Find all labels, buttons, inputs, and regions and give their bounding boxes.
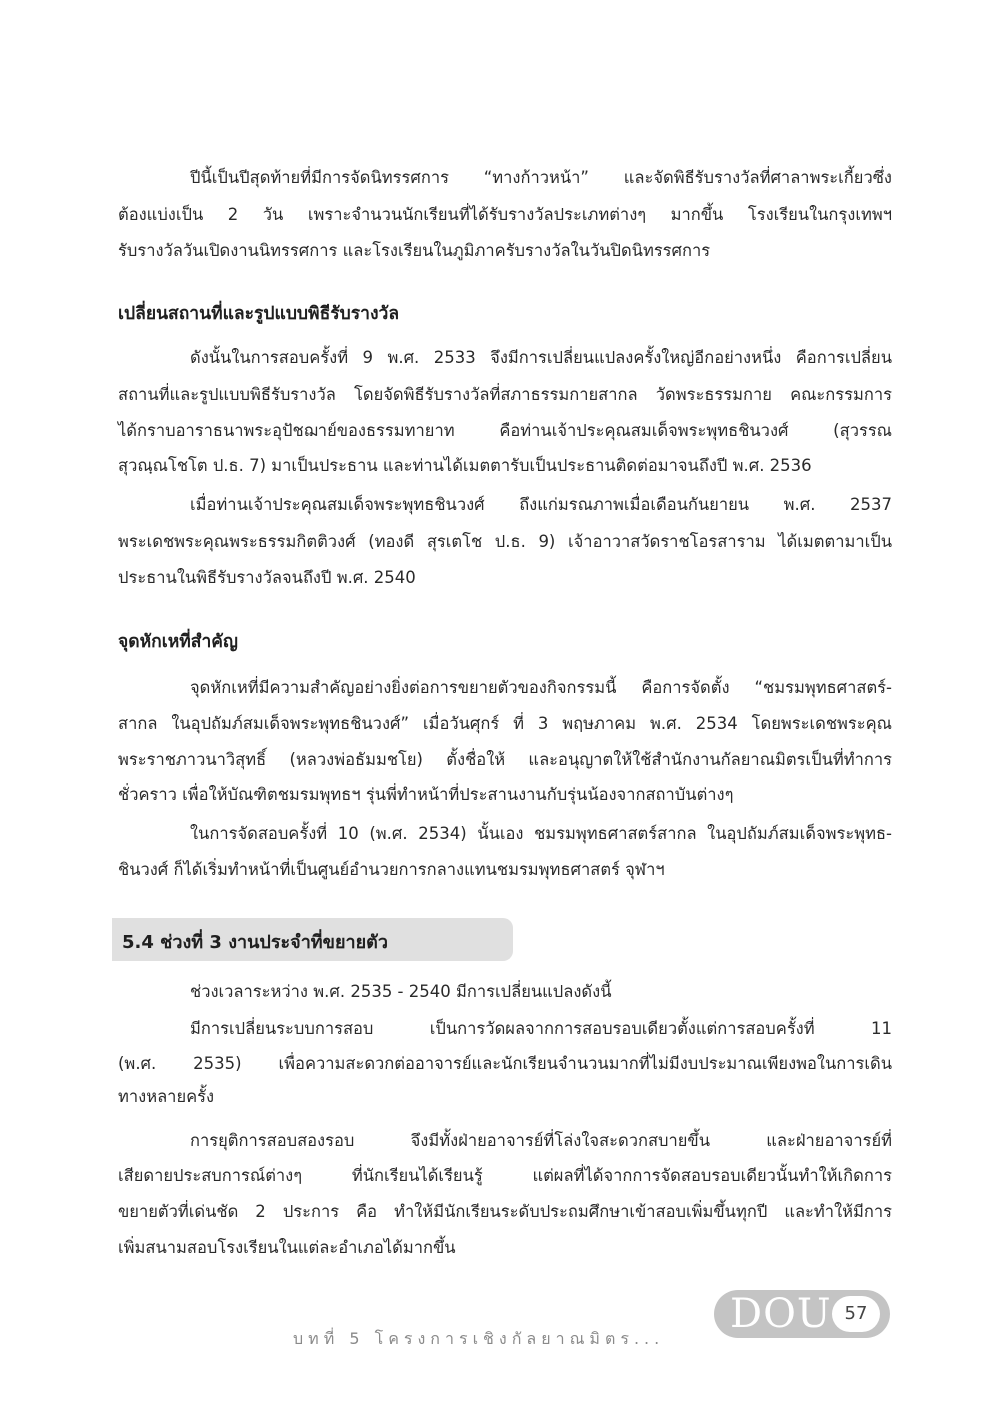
- paragraph-5-line-1: ในการจัดสอบครั้งที่ 10 (พ.ศ. 2534) นั้นเอง ชมรมพุทธศาสตร์สากล ในอุปถัมภ์สมเด็จพระพุทธ-: [190, 824, 892, 843]
- heading-change-venue: เปลี่ยนสถานที่และรูปแบบพิธีรับรางวัล: [118, 304, 400, 324]
- paragraph-8-line-4: เพิ่มสนามสอบโรงเรียนในแต่ละอำเภอได้มากขึ้น: [118, 1238, 456, 1257]
- page-number: 57: [832, 1296, 880, 1332]
- paragraph-1-line-3: รับรางวัลวันเปิดงานนิทรรศการ และโรงเรียนในภูมิภาครับรางวัลในวันปิดนิทรรศการ: [118, 241, 711, 260]
- paragraph-2-line-4: สุวณฺณโชโต ป.ธ. 7) มาเป็นประธาน และท่านได้เมตตารับเป็นประธานติดต่อมาจนถึงปี พ.ศ. 2536: [118, 456, 812, 475]
- paragraph-4-line-4: ชั่วคราว เพื่อให้บัณฑิตชมรมพุทธฯ รุ่นพี่ทำหน้าที่ประสานงานกับรุ่นน้องจากสถาบันต่างๆ: [118, 785, 734, 804]
- paragraph-1-line-1: ปีนี้เป็นปีสุดท้ายที่มีการจัดนิทรรศการ “ทางก้าวหน้า” และจัดพิธีรับรางวัลที่ศาลาพระเกี้ยวซึ่ง: [190, 168, 892, 187]
- paragraph-8-line-2: เสียดายประสบการณ์ต่างๆ ที่นักเรียนได้เรียนรู้ แต่ผลที่ได้จากการจัดสอบรอบเดียวนั้นทำให้เกิดการ: [118, 1166, 892, 1185]
- paragraph-3-line-2: พระเดชพระคุณพระธรรมกิตติวงศ์ (ทองดี สุรเตโช ป.ธ. 9) เจ้าอาวาสวัดราชโอรสาราม ได้เมตตามาเป็น: [118, 532, 892, 551]
- paragraph-3-line-1: เมื่อท่านเจ้าประคุณสมเด็จพระพุทธชินวงศ์ ถึงแก่มรณภาพเมื่อเดือนกันยายน พ.ศ. 2537: [190, 495, 892, 514]
- footer-badge: [714, 1290, 890, 1338]
- section-heading-bar: [112, 918, 513, 961]
- paragraph-5-line-2: ชินวงศ์ ก็ได้เริ่มทำหน้าที่เป็นศูนย์อำนวยการกลางแทนชมรมพุทธศาสตร์ จุฬาฯ: [118, 860, 665, 879]
- paragraph-7-line-3: ทางหลายครั้ง: [118, 1087, 215, 1106]
- paragraph-1-line-2: ต้องแบ่งเป็น 2 วัน เพราะจำนวนนักเรียนที่ได้รับรางวัลประเภทต่างๆ มากขึ้น โรงเรียนในกรุงเทพฯ: [118, 205, 892, 224]
- paragraph-7-line-1: มีการเปลี่ยนระบบการสอบ เป็นการวัดผลจากการสอบรอบเดียวตั้งแต่การสอบครั้งที่ 11: [190, 1019, 892, 1038]
- paragraph-2-line-2: สถานที่และรูปแบบพิธีรับรางวัล โดยจัดพิธีรับรางวัลที่สภาธรรมกายสากล วัดพระธรรมกาย คณะกรรมการ: [118, 385, 892, 404]
- paragraph-8-line-1: การยุติการสอบสองรอบ จึงมีทั้งฝ่ายอาจารย์ที่โล่งใจสะดวกสบายขึ้น และฝ่ายอาจารย์ที่: [190, 1131, 892, 1150]
- paragraph-3-line-3: ประธานในพิธีรับรางวัลจนถึงปี พ.ศ. 2540: [118, 568, 416, 587]
- heading-turning-point: จุดหักเหที่สำคัญ: [118, 632, 238, 652]
- paragraph-2-line-3: ได้กราบอาราธนาพระอุปัชฌาย์ของธรรมทายาท คือท่านเจ้าประคุณสมเด็จพระพุทธชินวงศ์ (สุวรรณ: [118, 421, 892, 440]
- paragraph-4-line-3: พระราชภาวนาวิสุทธิ์ (หลวงพ่อธัมมชโย) ตั้งชื่อให้ และอนุญาตให้ใช้สำนักงานกัลยาณมิตรเป็นที่ทำการ: [118, 750, 892, 769]
- paragraph-4-line-2: สากล ในอุปถัมภ์สมเด็จพระพุทธชินวงศ์” เมื่อวันศุกร์ ที่ 3 พฤษภาคม พ.ศ. 2534 โดยพระเดชพระคุณ: [118, 714, 892, 733]
- section-heading-title: 5.4 ช่วงที่ 3 งานประจำที่ขยายตัว: [122, 932, 388, 953]
- brand-logo-text: DOU: [730, 1291, 832, 1337]
- paragraph-4-line-1: จุดหักเหที่มีความสำคัญอย่างยิ่งต่อการขยายตัวของกิจกรรมนี้ คือการจัดตั้ง “ชมรมพุทธศาสตร์-: [190, 678, 892, 697]
- paragraph-2-line-1: ดังนั้นในการสอบครั้งที่ 9 พ.ศ. 2533 จึงมีการเปลี่ยนแปลงครั้งใหญ่อีกอย่างหนึ่ง คือการเปลี่ยน: [190, 348, 892, 367]
- paragraph-8-line-3: ขยายตัวที่เด่นชัด 2 ประการ คือ ทำให้มีนักเรียนระดับประถมศึกษาเข้าสอบเพิ่มขึ้นทุกปี และทำให้มีการ: [118, 1202, 892, 1221]
- footer-chapter-title: บทที่ 5 โครงการเชิงกัลยาณมิตร...: [293, 1329, 665, 1348]
- paragraph-6-line-1: ช่วงเวลาระหว่าง พ.ศ. 2535 - 2540 มีการเปลี่ยนแปลงดังนี้: [190, 982, 612, 1001]
- paragraph-7-line-2: (พ.ศ. 2535) เพื่อความสะดวกต่ออาจารย์และนักเรียนจำนวนมากที่ไม่มีงบประมาณเพียงพอในการเดิน: [118, 1054, 892, 1073]
